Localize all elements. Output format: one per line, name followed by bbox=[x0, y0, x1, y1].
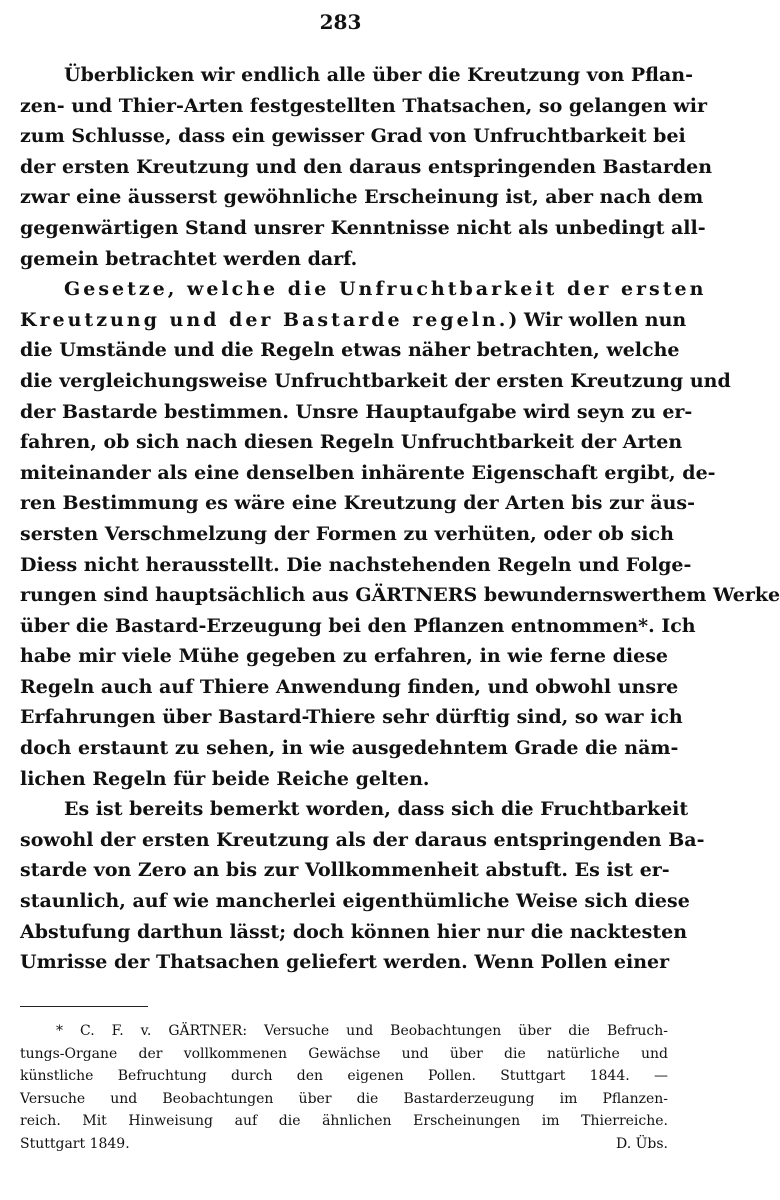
footnote-segment: Stuttgart 1849. bbox=[20, 1135, 130, 1152]
footnote-signature: D. Übs. bbox=[615, 1135, 668, 1152]
text-segment: bewundernswerthem Werke bbox=[483, 584, 780, 607]
section-heading: Gesetze, welche die Unfruchtbarkeit der ersten bbox=[64, 278, 707, 301]
section-heading-end: Kreutzung und der Bastarde regeln. bbox=[20, 308, 509, 331]
text-line: der Bastarde bestimmen. Unsre Hauptaufgabe wird seyn zu er- bbox=[20, 400, 693, 423]
footnote-marker: * C. F. v. bbox=[56, 1023, 152, 1039]
text-line: fahren, ob sich nach diesen Regeln Unfruchtbarkeit der Arten bbox=[20, 431, 683, 454]
text-line: miteinander als eine denselben inhärente Eigenschaft ergibt, de- bbox=[20, 461, 716, 484]
footnote-divider bbox=[20, 1006, 148, 1007]
heading-tail: ) Wir wollen nun bbox=[508, 308, 687, 331]
text-line: zum Schlusse, dass ein gewisser Grad von Unfruchtbarkeit bei bbox=[20, 125, 686, 148]
text-line: Es ist bereits bemerkt worden, dass sich die Fruchtbarkeit bbox=[64, 798, 689, 821]
text-line: lichen Regeln für beide Reiche gelten. bbox=[20, 767, 430, 790]
text-line: Überblicken wir endlich alle über die Kreutzung von Pflan- bbox=[64, 64, 693, 86]
text-line: habe mir viele Mühe gegeben zu erfahren, in wie ferne diese bbox=[20, 645, 668, 668]
text-line: die Umstände und die Regeln etwas näher betrachten, welche bbox=[20, 339, 680, 362]
footnote-segment: : Versuche und Beobachtungen über die Befruch- bbox=[242, 1023, 669, 1039]
text-line: über die Bastard-Erzeugung bei den Pflanzen entnommen*. Ich bbox=[20, 614, 696, 637]
text-line: Erfahrungen über Bastard-Thiere sehr dürftig sind, so war ich bbox=[20, 706, 683, 729]
text-line: zwar eine äusserst gewöhnliche Erscheinung ist, aber nach dem bbox=[20, 186, 704, 209]
author-name: GÄRTNERS bbox=[355, 584, 478, 607]
text-line bbox=[20, 305, 687, 336]
text-line: der ersten Kreutzung und den daraus entspringenden Bastarden bbox=[20, 155, 713, 178]
text-line: Diess nicht herausstellt. Die nachstehenden Regeln und Folge- bbox=[20, 553, 692, 576]
footnote-line bbox=[20, 1020, 668, 1043]
text-line: zen- und Thier-Arten festgestellten Thatsachen, so gelangen wir bbox=[20, 94, 707, 117]
footnote-line: Versuche und Beobachtungen über die Bastarderzeugung im Pflanzen- bbox=[20, 1090, 668, 1107]
text-line bbox=[20, 580, 780, 611]
text-line: Regeln auch auf Thiere Anwendung finden, und obwohl unsre bbox=[20, 675, 679, 698]
text-line: staunlich, auf wie mancherlei eigenthümliche Weise sich diese bbox=[20, 890, 690, 913]
text-line: die vergleichungsweise Unfruchtbarkeit der ersten Kreutzung und bbox=[20, 369, 731, 392]
footnote-author: GÄRTNER bbox=[168, 1023, 243, 1039]
text-line: sowohl der ersten Kreutzung als der daraus entspringenden Ba- bbox=[20, 828, 705, 851]
footnote-line: reich. Mit Hinweisung auf die ähnlichen Erscheinungen im Thierreiche. bbox=[20, 1113, 668, 1129]
text-line: starde von Zero an bis zur Vollkommenheit abstuft. Es ist er- bbox=[20, 859, 670, 882]
text-line: doch erstaunt zu sehen, in wie ausgedehntem Grade die näm- bbox=[20, 737, 679, 760]
footnote-line: tungs-Organe der vollkommenen Gewächse und über die natürliche und bbox=[20, 1045, 668, 1062]
footnote bbox=[20, 1020, 668, 1155]
footnote-line bbox=[20, 1133, 668, 1156]
text-line: Umrisse der Thatsachen geliefert werden. Wenn Pollen einer bbox=[20, 951, 670, 974]
text-line: Abstufung darthun lässt; doch können hier nur die nacktesten bbox=[20, 920, 688, 943]
text-segment: rungen sind hauptsächlich aus bbox=[20, 584, 349, 607]
page-number: 283 bbox=[319, 10, 362, 34]
text-line: ren Bestimmung es wäre eine Kreutzung der Arten bis zur äus- bbox=[20, 492, 696, 515]
text-line: gemein betrachtet werden darf. bbox=[20, 247, 358, 270]
footnote-line: künstliche Befruchtung durch den eigenen Pollen. Stuttgart 1844. — bbox=[20, 1068, 668, 1084]
text-line: sersten Verschmelzung der Formen zu verhüten, oder ob sich bbox=[20, 522, 674, 545]
text-line: gegenwärtigen Stand unsrer Kenntnisse nicht als unbedingt all- bbox=[20, 216, 706, 239]
main-text bbox=[20, 60, 780, 978]
